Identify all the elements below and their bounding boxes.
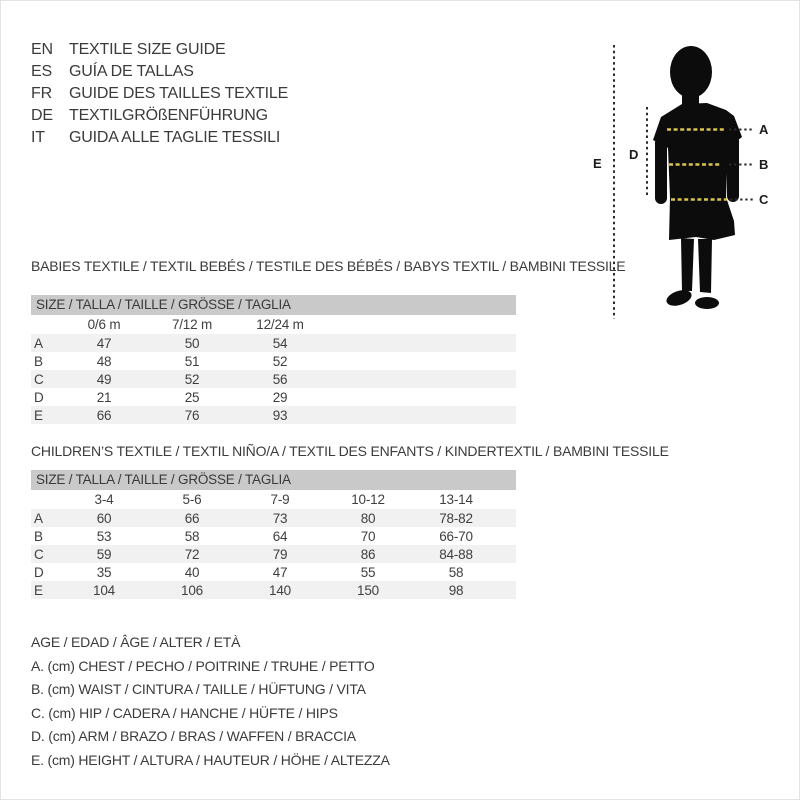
legend-item-chest: A. (cm) CHEST / PECHO / POITRINE / TRUHE / PETTO	[31, 657, 375, 674]
filler-cell	[324, 388, 516, 406]
table-row	[31, 388, 516, 406]
size-value: 52	[272, 353, 288, 369]
size-value: 104	[93, 582, 115, 598]
size-value: 59	[96, 546, 112, 562]
size-value: 79	[272, 546, 288, 562]
row-label: E	[34, 407, 43, 423]
size-value: 21	[96, 389, 112, 405]
filler-cell	[324, 334, 516, 352]
filler-cell	[500, 490, 516, 509]
measure-label-b: B	[759, 157, 769, 172]
children-section-title: CHILDREN’S TEXTILE / TEXTIL NIÑO/A / TEXTIL DES ENFANTS / KINDERTEXTIL / BAMBINI TESSILE	[31, 443, 669, 459]
size-value: 35	[96, 564, 112, 580]
size-value: 49	[96, 371, 112, 387]
size-value: 98	[448, 582, 464, 598]
size-value: 76	[184, 407, 200, 423]
size-value: 55	[360, 564, 376, 580]
language-row-it	[31, 127, 288, 149]
column-header-row	[31, 490, 516, 509]
size-value: 93	[272, 407, 288, 423]
size-value: 140	[269, 582, 291, 598]
filler-cell	[324, 370, 516, 388]
size-value: 54	[272, 335, 288, 351]
row-label: D	[34, 389, 44, 405]
table-row	[31, 334, 516, 352]
filler-cell	[324, 352, 516, 370]
measure-label-c: C	[759, 192, 769, 207]
children-table	[31, 490, 516, 599]
row-label: A	[34, 510, 43, 526]
table-row	[31, 352, 516, 370]
size-value: 47	[96, 335, 112, 351]
filler-cell	[324, 315, 516, 334]
column-header: 7-9	[270, 492, 290, 507]
size-value: 52	[184, 371, 200, 387]
size-value: 78-82	[439, 510, 473, 526]
corner-cell	[31, 490, 60, 509]
filler-cell	[500, 527, 516, 545]
column-header: 10-12	[351, 492, 385, 507]
column-header: 0/6 m	[87, 317, 121, 332]
size-value: 66	[184, 510, 200, 526]
children-size-table	[31, 470, 516, 599]
legend-item-hip: C. (cm) HIP / CADERA / HANCHE / HÜFTE / HIPS	[31, 704, 338, 721]
size-value: 48	[96, 353, 112, 369]
size-value: 70	[360, 528, 376, 544]
table-row	[31, 545, 516, 563]
size-value: 29	[272, 389, 288, 405]
filler-cell	[500, 509, 516, 527]
column-header: 12/24 m	[256, 317, 304, 332]
guide-title-it: GUIDA ALLE TAGLIE TESSILI	[69, 129, 281, 146]
size-value: 86	[360, 546, 376, 562]
guide-title-en: TEXTILE SIZE GUIDE	[69, 41, 226, 58]
row-label: D	[34, 564, 44, 580]
column-header-row	[31, 315, 516, 334]
table-row	[31, 406, 516, 424]
column-header: 13-14	[439, 492, 473, 507]
filler-cell	[500, 563, 516, 581]
language-code: FR	[31, 85, 52, 102]
row-label: C	[34, 371, 44, 387]
babies-section-title: BABIES TEXTILE / TEXTIL BEBÉS / TESTILE DES BÉBÉS / BABYS TEXTIL / BAMBINI TESSILE	[31, 258, 626, 274]
measure-label-d: D	[629, 147, 639, 162]
filler-cell	[324, 406, 516, 424]
size-value: 51	[184, 353, 200, 369]
size-header-bar: SIZE / TALLA / TAILLE / GRÖSSE / TAGLIA	[31, 470, 516, 490]
size-value: 56	[272, 371, 288, 387]
size-value: 47	[272, 564, 288, 580]
legend-age-line: AGE / EDAD / ÂGE / ALTER / ETÀ	[31, 634, 241, 650]
language-row-es	[31, 61, 288, 83]
column-header: 5-6	[182, 492, 202, 507]
language-row-de	[31, 105, 288, 127]
child-silhouette	[653, 46, 742, 309]
size-header-bar: SIZE / TALLA / TAILLE / GRÖSSE / TAGLIA	[31, 295, 516, 315]
size-value: 50	[184, 335, 200, 351]
size-value: 80	[360, 510, 376, 526]
babies-size-table	[31, 295, 516, 424]
legend-item-arm: D. (cm) ARM / BRAZO / BRAS / WAFFEN / BRACCIA	[31, 728, 356, 744]
row-label: B	[34, 353, 43, 369]
filler-cell	[500, 545, 516, 563]
size-value: 106	[181, 582, 203, 598]
size-value: 84-88	[439, 546, 473, 562]
measurement-figure	[586, 19, 800, 331]
row-label: A	[34, 335, 43, 351]
legend-item-height: E. (cm) HEIGHT / ALTURA / HAUTEUR / HÖHE / ALTEZZA	[31, 751, 390, 768]
language-title-list	[31, 39, 288, 149]
language-row-fr	[31, 83, 288, 105]
language-code: ES	[31, 63, 52, 80]
table-row	[31, 370, 516, 388]
table-row	[31, 581, 516, 599]
column-header: 3-4	[94, 492, 114, 507]
size-value: 58	[184, 528, 200, 544]
size-value: 72	[184, 546, 200, 562]
size-value: 66-70	[439, 528, 473, 544]
measure-label-e: E	[593, 156, 602, 171]
language-code: EN	[31, 41, 53, 58]
row-label: B	[34, 528, 43, 544]
size-value: 73	[272, 510, 288, 526]
size-value: 25	[184, 389, 200, 405]
corner-cell	[31, 315, 60, 334]
size-value: 60	[96, 510, 112, 526]
table-row	[31, 509, 516, 527]
guide-title-de: TEXTILGRÖßENFÜHRUNG	[69, 107, 268, 124]
legend-item-waist: B. (cm) WAIST / CINTURA / TAILLE / HÜFTUNG / VITA	[31, 681, 366, 697]
language-code: IT	[31, 129, 45, 146]
size-value: 66	[96, 407, 112, 423]
measure-label-a: A	[759, 122, 769, 137]
language-code: DE	[31, 107, 53, 124]
row-label: C	[34, 546, 44, 562]
size-value: 53	[96, 528, 112, 544]
row-label: E	[34, 582, 43, 598]
child-silhouette-diagram	[586, 19, 800, 331]
size-value: 150	[357, 582, 379, 598]
filler-cell	[500, 581, 516, 599]
measurement-legend	[31, 631, 390, 772]
table-row	[31, 527, 516, 545]
guide-title-fr: GUIDE DES TAILLES TEXTILE	[69, 85, 289, 102]
table-row	[31, 563, 516, 581]
babies-table	[31, 315, 516, 424]
size-value: 40	[184, 564, 200, 580]
column-header: 7/12 m	[171, 317, 213, 332]
size-value: 64	[272, 528, 288, 544]
language-row-en	[31, 39, 288, 61]
size-value: 58	[448, 564, 464, 580]
guide-title-es: GUÍA DE TALLAS	[69, 63, 194, 80]
